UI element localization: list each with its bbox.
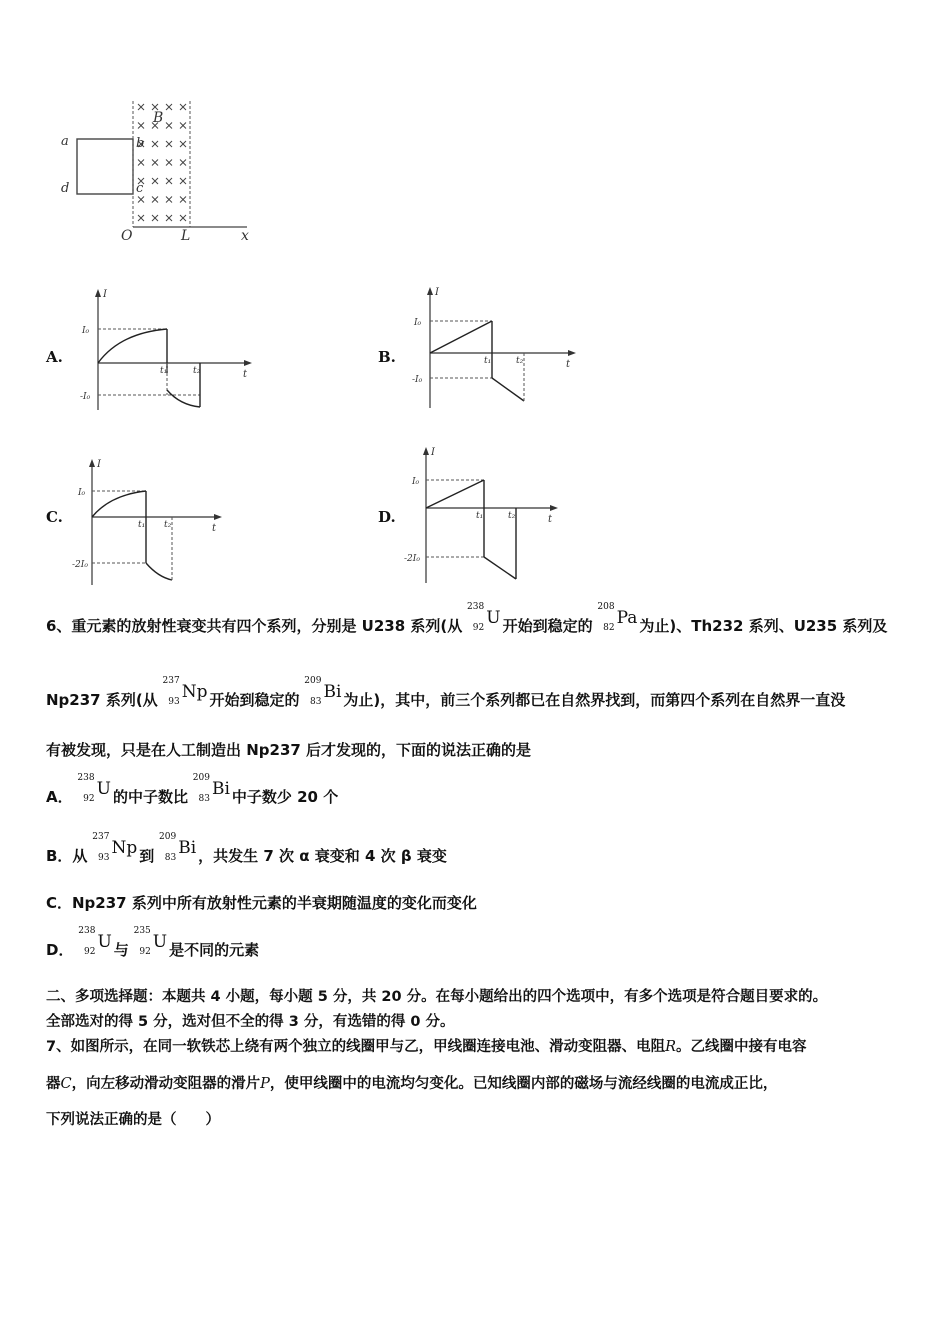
svg-text:t₁: t₁: [484, 356, 492, 366]
section2-line-2: 全部选对的得 5 分，选对但不全的得 3 分，有选错的得 0 分。: [46, 1014, 455, 1030]
label-a: a: [61, 134, 69, 149]
label-d: d: [61, 181, 70, 196]
q6-line-3: 有被发现，只是在人工制造出 Np237 后才发现的，下面的说法正确的是: [46, 741, 532, 759]
magnetic-field-figure: [55, 95, 255, 245]
svg-text:t₂: t₂: [193, 366, 201, 376]
svg-text:t₁: t₁: [160, 366, 168, 376]
svg-text:t: t: [566, 359, 571, 370]
q7-line-1: 7、如图所示，在同一软铁芯上绕有两个独立的线圈甲与乙，甲线圈连接电池、滑动变阻器、电阻R。乙线圈中接有电容: [46, 1039, 807, 1055]
svg-text:I: I: [103, 289, 107, 300]
svg-text:-I₀: -I₀: [80, 392, 91, 402]
label-b: b: [136, 136, 145, 151]
option-a-graph: [80, 285, 255, 415]
svg-text:t: t: [548, 514, 553, 525]
option-b-label: B.: [378, 348, 396, 366]
q6-line-2: Np237 系列(从 237 93 Np 开始到稳定的 209 83 Bi 为止)，其中，前三个系列都已在自然界找到，而第四个系列在自然界一直没: [46, 676, 846, 709]
svg-text:t: t: [212, 523, 217, 534]
field-diagram-svg: [55, 95, 255, 245]
svg-text:I₀: I₀: [82, 326, 90, 336]
option-c-label: C.: [46, 508, 63, 526]
svg-text:I: I: [97, 459, 101, 470]
option-a-label: A.: [46, 348, 63, 366]
nuclide-bi209: 209 83 Bi: [304, 676, 342, 707]
q7-line-2: 器C，向左移动滑动变阻器的滑片P，使甲线圈中的电流均匀变化。已知线圈内部的磁场与流经线圈的电流成正比，: [46, 1076, 778, 1092]
q7-line-3: 下列说法正确的是（ ）: [46, 1112, 220, 1128]
svg-text:-I₀: -I₀: [412, 375, 423, 385]
option-c-graph: [72, 455, 227, 590]
svg-text:-2I₀: -2I₀: [404, 554, 420, 564]
svg-text:-2I₀: -2I₀: [72, 560, 88, 570]
nuclide-np237: 237 93 Np: [162, 676, 208, 707]
svg-text:I: I: [431, 447, 435, 458]
label-O: O: [121, 228, 133, 244]
label-L: L: [181, 228, 191, 244]
section2-line-1: 二、多项选择题：本题共 4 小题，每小题 5 分，共 20 分。在每小题给出的四个选项中，有多个选项是符合题目要求的。: [46, 989, 828, 1005]
nuclide-u235: 235 92 U: [133, 926, 168, 957]
q6-option-b[interactable]: B．从 237 93 Np 到 209 83 Bi ，共发生 7 次 α 衰变和 4 次 β 衰变: [46, 832, 447, 865]
curve-a-rise: [98, 329, 167, 363]
q6-line-1: 6、重元素的放射性衰变共有四个系列，分别是 U238 系列(从 238 92 U 开始到稳定的 208 82 Pa 为止)、Th232 系列、U235 系列及: [46, 602, 888, 635]
nuclide-pa208: 208 82 Pa: [597, 602, 638, 633]
svg-text:I₀: I₀: [412, 477, 420, 487]
option-b-graph: [412, 283, 582, 413]
svg-text:t₂: t₂: [508, 511, 516, 521]
label-x: x: [241, 228, 249, 244]
svg-text:t₂: t₂: [516, 356, 524, 366]
q6-option-d[interactable]: D． 238 92 U 与 235 92 U 是不同的元素: [46, 926, 260, 959]
svg-text:I: I: [435, 287, 439, 298]
q6-option-a[interactable]: A． 238 92 U 的中子数比 209 83 Bi 中子数少 20 个: [46, 773, 339, 806]
q6-option-c[interactable]: C．Np237 系列中所有放射性元素的半衰期随温度的变化而变化: [46, 894, 477, 912]
svg-text:t₁: t₁: [476, 511, 484, 521]
label-B: B: [153, 110, 164, 126]
label-c: c: [136, 181, 144, 196]
svg-text:t₂: t₂: [164, 520, 172, 530]
option-d-label: D.: [378, 508, 396, 526]
svg-text:I₀: I₀: [414, 318, 422, 328]
svg-text:I₀: I₀: [78, 488, 86, 498]
svg-text:t: t: [243, 369, 248, 380]
square-loop: [77, 139, 133, 194]
nuclide-u238: 238 92 U: [467, 602, 501, 633]
option-d-graph: [404, 443, 564, 588]
svg-text:t₁: t₁: [138, 520, 146, 530]
